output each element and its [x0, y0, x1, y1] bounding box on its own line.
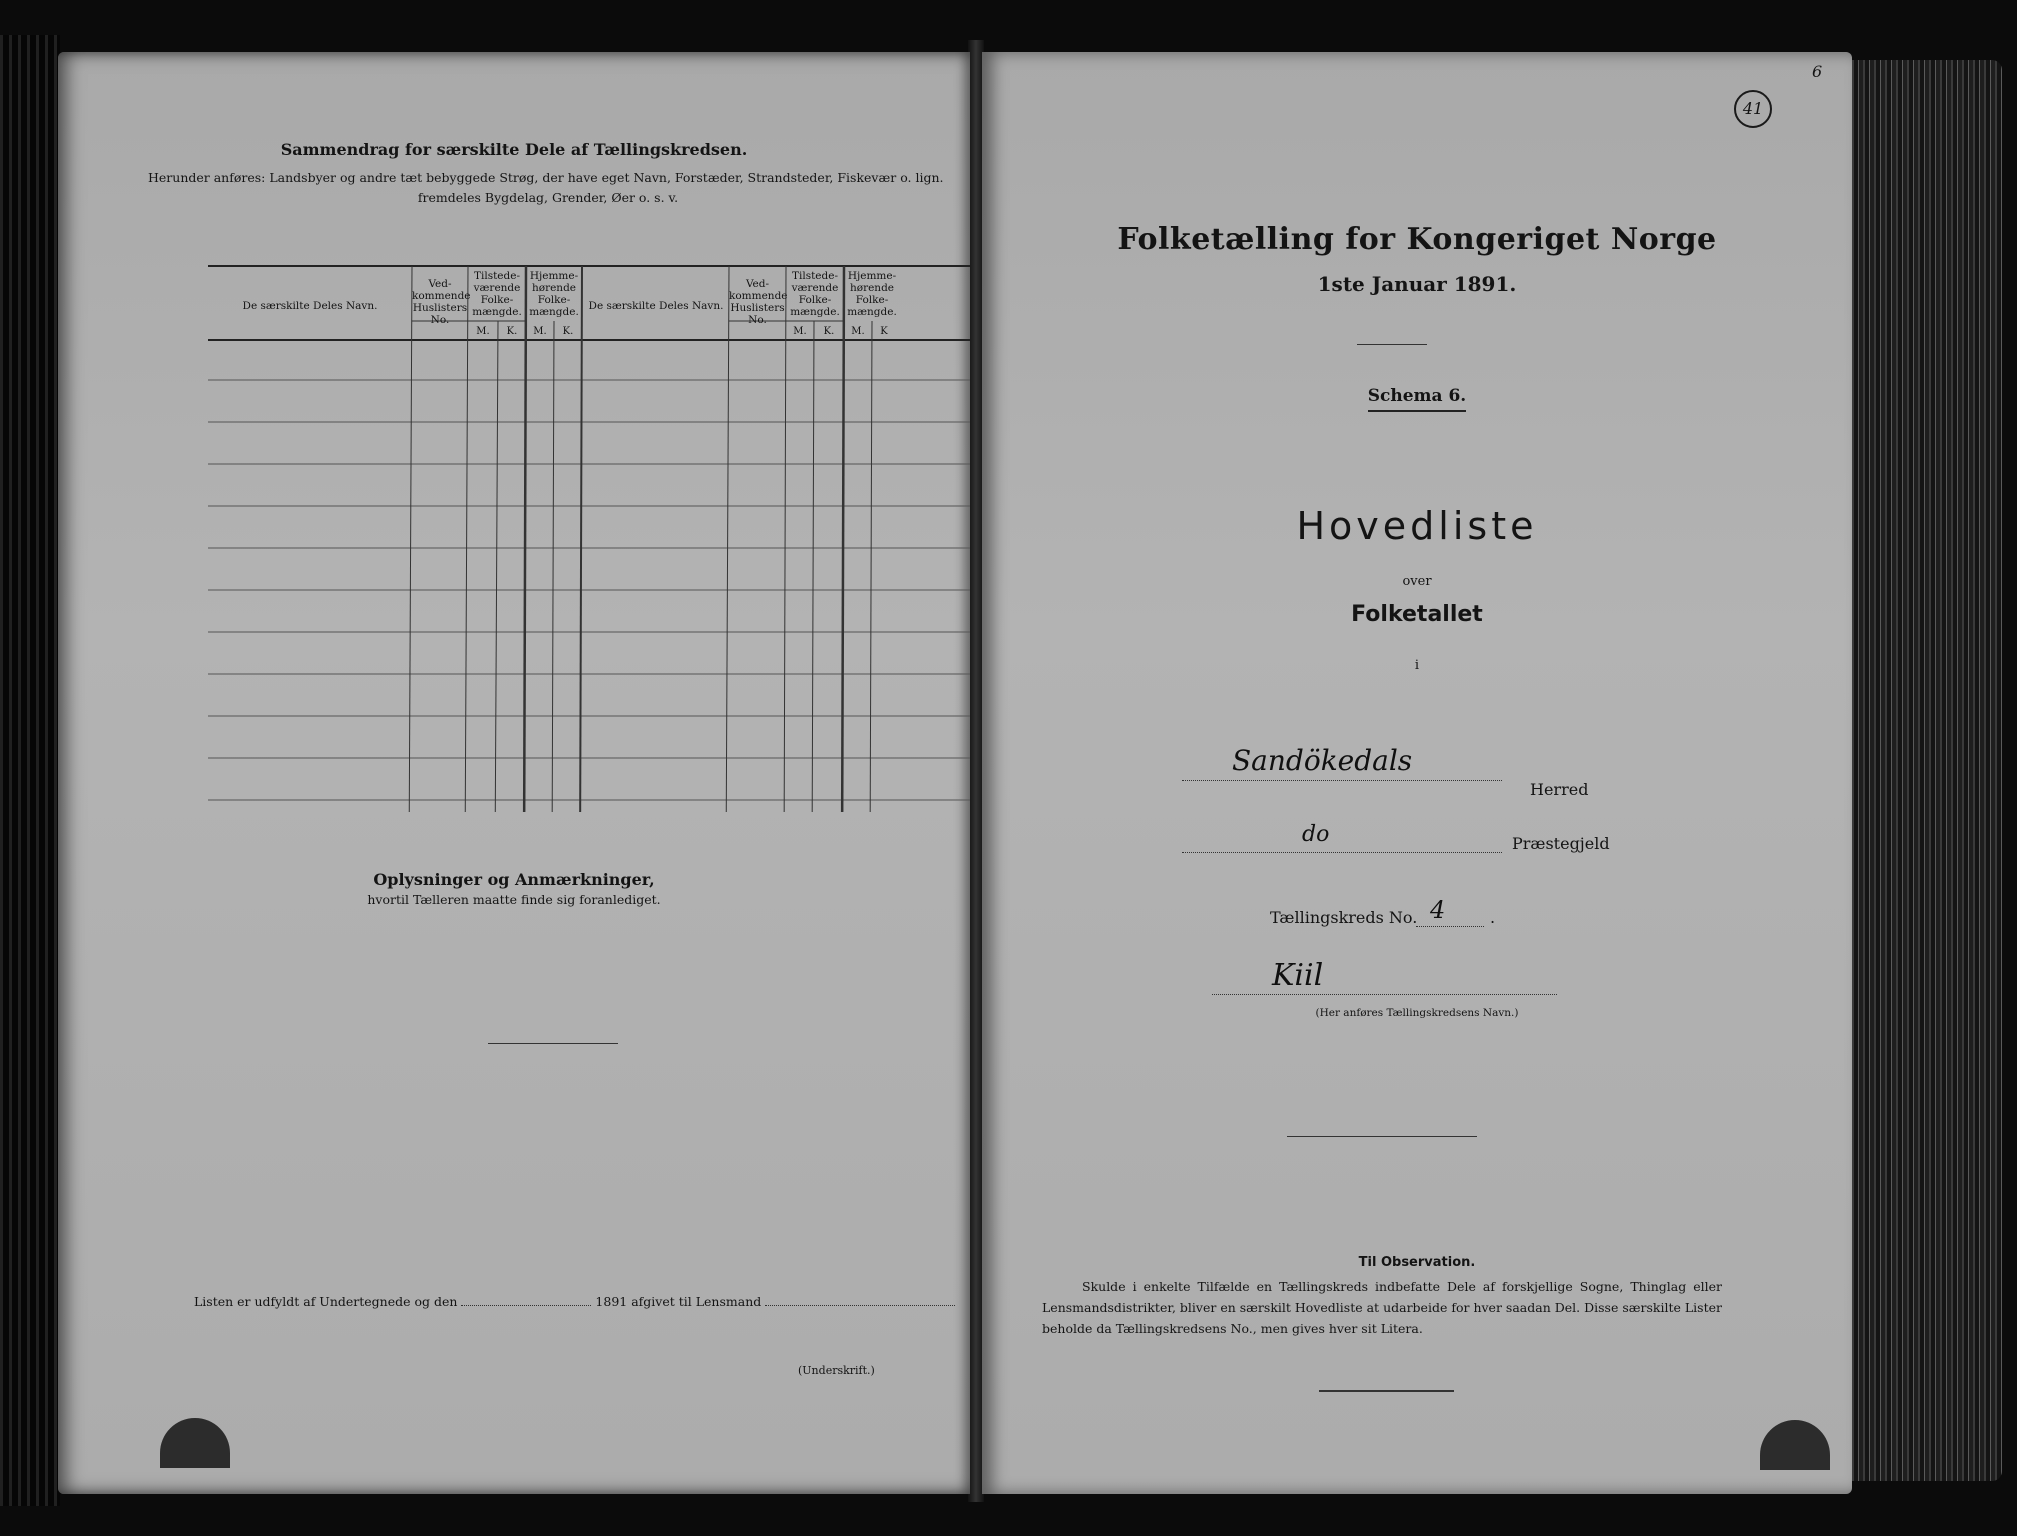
col-header-name-2: De særskilte Deles Navn.	[588, 300, 724, 312]
herred-value: Sandökedals	[1232, 744, 1413, 777]
date-field	[461, 1305, 591, 1306]
col-header-husliste-1: Ved- kommende Huslisters No.	[412, 278, 471, 326]
col-header-hjemme-1: Hjemme- hørende Folke- mængde.	[529, 270, 579, 318]
summary-subtitle	[148, 168, 948, 208]
col-header-k-1: K.	[506, 326, 518, 337]
table-column-lines	[409, 266, 872, 812]
praestegjeld-value: do	[1302, 822, 1330, 847]
divider-rule	[1287, 1136, 1477, 1137]
kreds-name-field[interactable]	[1212, 958, 1557, 995]
lensmand-field	[765, 1305, 955, 1306]
col-header-k-3: K.	[823, 326, 835, 337]
completion-prefix: Listen er udfyldt af Undertegnede og den	[194, 1294, 458, 1309]
page-edges-right	[1852, 60, 2002, 1481]
col-header-husliste-2: Ved- kommende Huslisters No.	[729, 278, 788, 326]
praestegjeld-label: Præstegjeld	[1512, 834, 1610, 853]
left-page	[58, 52, 970, 1494]
col-header-name-1: De særskilte Deles Navn.	[242, 300, 378, 312]
col-header-m-3: M.	[793, 326, 807, 337]
over-label: over	[1402, 574, 1432, 589]
right-page	[982, 52, 1852, 1494]
completion-year: 1891 afgivet til Lensmand	[595, 1294, 762, 1309]
summary-subtitle-line1: Herunder anføres: Landsbyer og andre tæt bebyggede Strøg, der have eget Navn, Forstæder, Strandsteder, Fiskevær o. lign.	[148, 170, 944, 185]
schema-label	[982, 386, 1852, 406]
col-header-k-4: K	[880, 326, 888, 337]
col-header-m-4: M.	[851, 326, 865, 337]
completion-line	[194, 1294, 955, 1309]
col-header-m-1: M.	[476, 326, 490, 337]
corner-page-number: 6	[1812, 62, 1823, 81]
herred-label: Herred	[1530, 780, 1589, 799]
kreds-number-field[interactable]	[1416, 896, 1484, 927]
schema-text: Schema 6.	[1368, 386, 1466, 412]
col-header-k-2: K.	[562, 326, 574, 337]
census-title: Folketælling for Kongeriget Norge	[1117, 222, 1717, 257]
remarks-title: Oplysninger og Anmærkninger,	[373, 870, 655, 889]
summary-subtitle-line2: fremdeles Bygdelag, Grender, Øer o. s. v.	[417, 190, 679, 205]
col-header-m-2: M.	[533, 326, 547, 337]
census-date: 1ste Januar 1891.	[1317, 272, 1517, 296]
col-header-tilstede-1: Tilstede- værende Folke- mængde.	[472, 270, 522, 318]
observation-text: Skulde i enkelte Tilfælde en Tællingskreds indbefatte Dele af forskjellige Sogne, Thinglag eller Lensmandsdistrikter, bliver en særskilt Hovedliste at udarbeide for hver saadan Del. Disse særskilte Lister beholde da Tællingskredsens No., men gives hver sit Litera.	[1042, 1279, 1722, 1336]
divider-rule	[1357, 344, 1427, 345]
hovedliste-heading: Hovedliste	[1296, 504, 1538, 548]
observation-title: Til Observation.	[1358, 1255, 1476, 1270]
kreds-period: .	[1490, 908, 1496, 927]
signature-label: (Underskrift.)	[798, 1364, 875, 1377]
herred-field[interactable]	[1182, 744, 1502, 781]
folketallet-heading: Folketallet	[1351, 602, 1483, 627]
remarks-subtitle: hvortil Tælleren maatte finde sig foranlediget.	[367, 892, 661, 907]
summary-title: Sammendrag for særskilte Dele af Tællingskredsen.	[280, 140, 748, 159]
col-header-hjemme-2: Hjemme- hørende Folke- mængde.	[847, 270, 897, 318]
kreds-name-value: Kiil	[1272, 958, 1324, 993]
page-stamp-circle: 41	[1734, 90, 1772, 128]
table-row-lines	[208, 380, 970, 800]
divider-rule	[488, 1043, 618, 1044]
praestegjeld-field[interactable]	[1182, 822, 1502, 853]
i-label: i	[1414, 658, 1420, 673]
divider-rule	[1319, 1390, 1454, 1392]
kreds-name-hint: (Her anføres Tællingskredsens Navn.)	[1315, 1007, 1519, 1019]
book-binding-left	[0, 35, 60, 1506]
col-header-tilstede-2: Tilstede- værende Folke- mængde.	[790, 270, 840, 318]
kreds-label: Tællingskreds No.	[1270, 908, 1418, 927]
kreds-number-value: 4	[1430, 896, 1446, 924]
